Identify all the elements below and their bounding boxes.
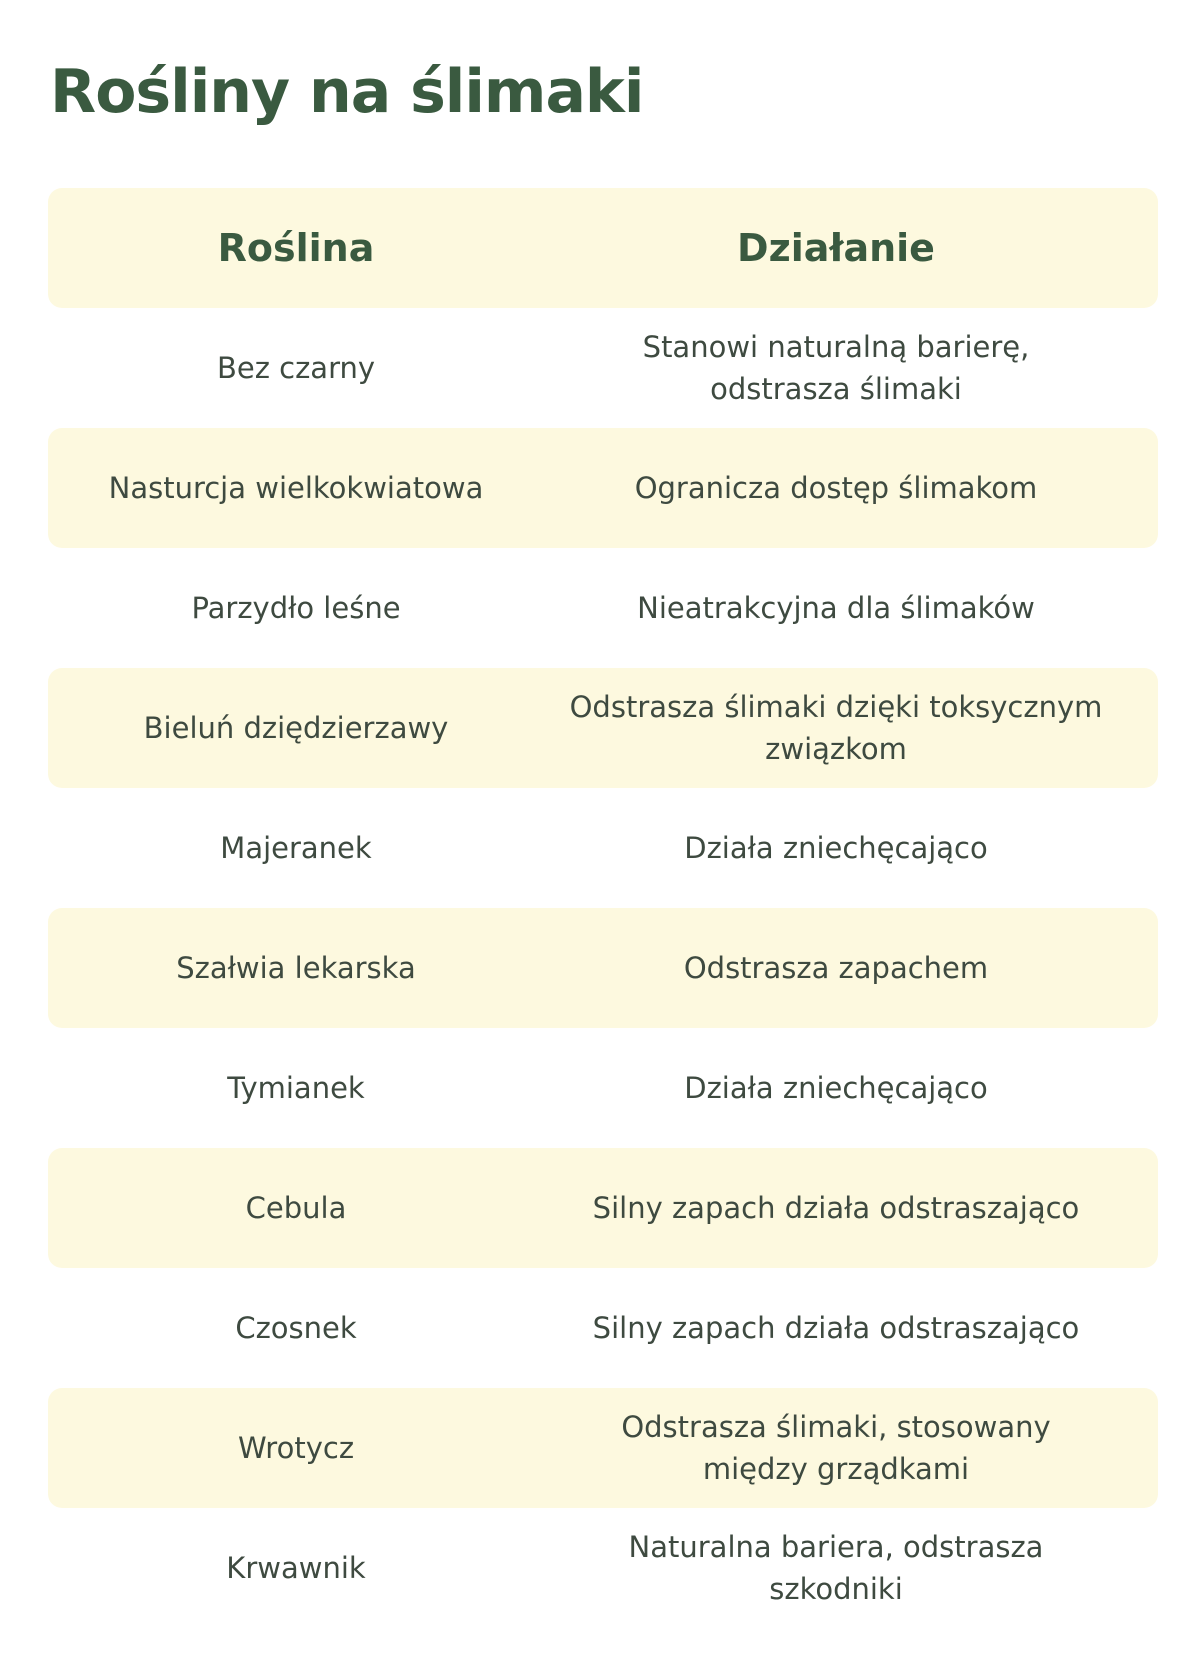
effect-cell: Odstrasza ślimaki dzięki toksycznym związkom bbox=[569, 690, 1103, 766]
plant-cell: Krwawnik bbox=[226, 1551, 366, 1585]
column-header-plant: Roślina bbox=[217, 226, 375, 270]
table-row bbox=[48, 1388, 1158, 1508]
table-row bbox=[48, 1028, 1158, 1148]
table-row bbox=[48, 1148, 1158, 1268]
plant-cell: Nasturcja wielkokwiatowa bbox=[108, 471, 484, 505]
plant-cell: Szałwia lekarska bbox=[176, 951, 416, 985]
plants-table bbox=[48, 188, 1158, 1628]
effect-cell: Naturalna bariera, odstrasza szkodniki bbox=[628, 1530, 1044, 1606]
column-header-effect: Działanie bbox=[737, 226, 935, 270]
table-header-row bbox=[48, 188, 1158, 308]
effect-cell: Odstrasza ślimaki, stosowany między grządkami bbox=[621, 1410, 1051, 1486]
table-row bbox=[48, 308, 1158, 428]
effect-cell: Działa zniechęcająco bbox=[684, 831, 988, 865]
table-row bbox=[48, 908, 1158, 1028]
effect-cell: Odstrasza zapachem bbox=[683, 951, 989, 985]
table-row bbox=[48, 1508, 1158, 1628]
table-row bbox=[48, 428, 1158, 548]
effect-cell: Stanowi naturalną barierę, odstrasza ślimaki bbox=[642, 330, 1030, 406]
table-row bbox=[48, 788, 1158, 908]
effect-cell: Silny zapach działa odstraszająco bbox=[592, 1311, 1080, 1345]
effect-cell: Silny zapach działa odstraszająco bbox=[592, 1191, 1080, 1225]
plant-cell: Cebula bbox=[245, 1191, 347, 1225]
table-row bbox=[48, 548, 1158, 668]
effect-cell: Nieatrakcyjna dla ślimaków bbox=[637, 591, 1035, 625]
effect-cell: Działa zniechęcająco bbox=[684, 1071, 988, 1105]
page-title: Rośliny na ślimaki bbox=[50, 57, 644, 127]
plant-cell: Majeranek bbox=[220, 831, 372, 865]
effect-cell: Ogranicza dostęp ślimakom bbox=[634, 471, 1038, 505]
plant-cell: Czosnek bbox=[235, 1311, 357, 1345]
plant-cell: Bieluń dziędzierzawy bbox=[143, 711, 449, 745]
plant-cell: Parzydło leśne bbox=[191, 591, 401, 625]
table-row bbox=[48, 668, 1158, 788]
plant-cell: Bez czarny bbox=[216, 351, 376, 385]
table-row bbox=[48, 1268, 1158, 1388]
plant-cell: Tymianek bbox=[227, 1071, 365, 1105]
plant-cell: Wrotycz bbox=[237, 1431, 355, 1465]
